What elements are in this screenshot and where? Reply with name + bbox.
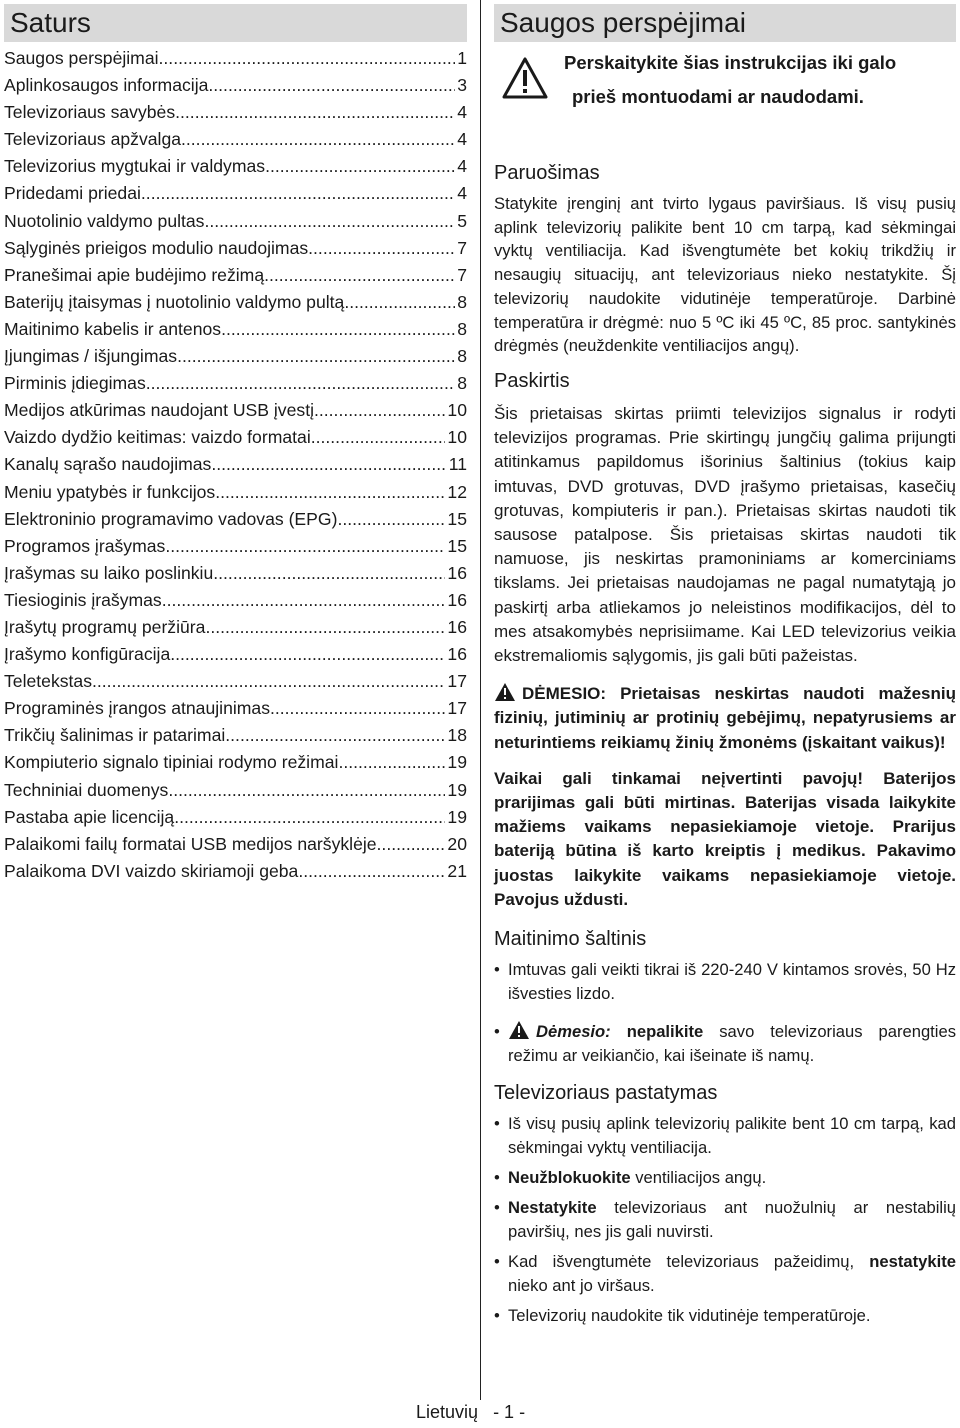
toc-entry-page: 16	[447, 589, 467, 610]
purpose-heading: Paskirtis	[494, 369, 570, 392]
toc-entry-title: Tiesioginis įrašymas	[4, 589, 162, 610]
toc-entry-title: Medijos atkūrimas naudojant USB įvestį	[4, 400, 314, 421]
toc-entry-title: Pirminis įdiegimas	[4, 373, 146, 394]
toc-leader-dots	[162, 587, 446, 614]
caution-text: DĖMESIO: Prietaisas neskirtas naudoti mažesnių fizinių, jutiminių ar protinių gebėjimų, nepatyrusiems ar neturintiems reikiamų žinių žmonėms (įskaitant vaikus)!	[494, 684, 956, 752]
toc-entry-title: Nuotolinio valdymo pultas	[4, 210, 205, 231]
warning-triangle-icon	[502, 56, 548, 100]
toc-entry[interactable]	[4, 180, 467, 207]
toc-entry[interactable]	[4, 804, 467, 831]
toc-entry-title: Pranešimai apie budėjimo režimą	[4, 264, 265, 285]
power-bullet-1-text: Imtuvas gali veikti tikrai iš 220-240 V kintamos srovės, 50 Hz išvesties lizdo.	[508, 959, 956, 1003]
toc-leader-dots	[314, 397, 445, 424]
toc-entry-title: Įjungimas / išjungimas	[4, 346, 178, 367]
toc-entry-page: 16	[447, 562, 467, 583]
warning-text-line2: prieš montuodami ar naudodami.	[572, 86, 864, 107]
toc-entry[interactable]	[4, 641, 467, 668]
placement-bullet-3	[494, 1196, 956, 1244]
toc-leader-dots	[221, 316, 455, 343]
toc-leader-dots	[141, 180, 455, 207]
toc-entry-page: 15	[447, 508, 467, 529]
toc-entry[interactable]	[4, 262, 467, 289]
placement-bullet-4-text: nieko ant jo viršaus.	[508, 1275, 655, 1295]
toc-entry-title: Teletekstas	[4, 671, 93, 692]
toc-entry-page: 20	[447, 833, 467, 854]
toc-entry[interactable]	[4, 424, 467, 451]
toc-entry[interactable]	[4, 45, 467, 72]
toc-entry-title: Trikčių šalinimas ir patarimai	[4, 725, 226, 746]
toc-entry[interactable]	[4, 722, 467, 749]
toc-entry-page: 21	[447, 860, 467, 881]
toc-entry-page: 3	[457, 75, 467, 96]
toc-entry[interactable]	[4, 126, 467, 153]
toc-entry-title: Aplinkosaugos informacija	[4, 75, 209, 96]
toc-entry-page: 16	[447, 616, 467, 637]
warning-text-line1: Perskaitykite šias instrukcijas iki galo	[564, 52, 897, 73]
placement-bullet-2-bold: Neužblokuokite	[508, 1167, 631, 1187]
toc-leader-dots	[338, 749, 445, 776]
toc-entry-page: 4	[457, 129, 467, 150]
toc-entry[interactable]	[4, 587, 467, 614]
placement-bullet-1-text: Iš visų pusių aplink televizorių palikite bent 10 cm tarpą, kad sėkmingai vyktų ventiliacija.	[508, 1113, 956, 1157]
toc-leader-dots	[165, 533, 445, 560]
placement-bullet-3-text: televizoriaus ant nuožulnių ar nestabilių paviršių, nes jis gali nuvirsti.	[508, 1197, 956, 1241]
toc-list	[4, 45, 467, 885]
toc-entry[interactable]	[4, 560, 467, 587]
toc-entry-title: Įrašymas su laiko poslinkiu	[4, 562, 214, 583]
toc-entry-title: Palaikomi failų formatai USB medijos naršyklėje	[4, 833, 377, 854]
toc-leader-dots	[159, 45, 456, 72]
toc-entry-page: 4	[457, 156, 467, 177]
toc-heading: Saturs	[4, 4, 467, 42]
toc-leader-dots	[265, 153, 455, 180]
toc-leader-dots	[211, 451, 446, 478]
caution-paragraph	[494, 682, 956, 755]
toc-entry[interactable]	[4, 235, 467, 262]
power-bullet-1	[494, 958, 956, 1006]
toc-entry-title: Programos įrašymas	[4, 535, 166, 556]
placement-bullet-4-pre: Kad išvengtumėte televizoriaus pažeidimų,	[508, 1251, 855, 1271]
toc-entry-title: Sąlyginės prieigos modulio naudojimas	[4, 237, 309, 258]
toc-leader-dots	[205, 614, 445, 641]
toc-entry[interactable]	[4, 72, 467, 99]
toc-entry[interactable]	[4, 289, 467, 316]
toc-entry-page: 10	[447, 400, 467, 421]
toc-entry-title: Baterijų įtaisymas į nuotolinio valdymo pultą	[4, 291, 345, 312]
toc-entry[interactable]	[4, 479, 467, 506]
toc-leader-dots	[177, 343, 455, 370]
power-bullet-2-bold: nepalikite	[626, 1021, 704, 1041]
power-source-heading: Maitinimo šaltinis	[494, 927, 647, 950]
toc-leader-dots	[181, 126, 455, 153]
toc-entry-title: Palaikoma DVI vaizdo skiriamoji geba	[4, 860, 299, 881]
column-divider	[480, 0, 481, 1400]
toc-leader-dots	[208, 72, 455, 99]
toc-leader-dots	[344, 289, 455, 316]
toc-leader-dots	[204, 208, 455, 235]
toc-entry-page: 10	[447, 427, 467, 448]
toc-entry-page: 19	[447, 779, 467, 800]
preparation-heading: Paruošimas	[494, 162, 600, 184]
toc-leader-dots	[270, 695, 445, 722]
toc-entry-title: Programinės įrangos atnaujinimas	[4, 698, 270, 719]
toc-entry-page: 8	[457, 346, 467, 367]
toc-entry-title: Kanalų sąrašo naudojimas	[4, 454, 212, 475]
toc-entry-title: Kompiuterio signalo tipiniai rodymo režimai	[4, 752, 339, 773]
toc-leader-dots	[308, 235, 455, 262]
toc-leader-dots	[264, 262, 455, 289]
toc-leader-dots	[174, 804, 445, 831]
placement-bullet-3-bold: Nestatykite	[508, 1197, 597, 1217]
toc-entry-title: Meniu ypatybės ir funkcijos	[4, 481, 216, 502]
power-bullet-2-label: Dėmesio:	[536, 1021, 611, 1041]
toc-leader-dots	[92, 668, 445, 695]
toc-entry-title: Televizorius mygtukai ir valdymas	[4, 156, 266, 177]
toc-leader-dots	[377, 831, 446, 858]
toc-entry[interactable]	[4, 506, 467, 533]
toc-entry-page: 1	[457, 48, 467, 68]
toc-column	[4, 4, 467, 885]
toc-entry[interactable]	[4, 614, 467, 641]
toc-entry-page: 8	[457, 318, 467, 339]
toc-entry-title: Įrašymo konfigūracija	[4, 644, 171, 665]
toc-entry-page: 15	[447, 535, 467, 556]
toc-leader-dots	[170, 641, 445, 668]
toc-entry-page: 19	[447, 752, 467, 773]
warning-triangle-icon	[508, 1020, 530, 1040]
toc-entry-page: 12	[447, 481, 467, 502]
toc-entry[interactable]	[4, 451, 467, 478]
power-bullet-2	[494, 1020, 956, 1068]
children-warning-text: Vaikai gali tinkamai neįvertinti pavojų! Baterijos prarijimas gali būti mirtinas. Baterijas visada laikykite mažiems vaikams nepasiekiamoje vietoje. Prarijus bateriją būtina iš karto kreiptis į medikus. Pakavimo juostas laikykite vaikams nepasiekiamoje vietoje. Pavojus uždusti.	[494, 768, 956, 909]
toc-entry-title: Pastaba apie licenciją	[4, 806, 175, 827]
preparation-text: Statykite įrenginį ant tvirto lygaus paviršiaus. Iš visų pusių aplink televizorių palikite bent 10 cm tarpą, kad sėkmingai vyktų ventiliacija. Kad išvengtumėte bet kokių trikdžių ir nesaugių situacijų, ant televizoriaus nieko nestatykite. Šį televizorių naudokite vidutinėje temperatūroje. Darbinė temperatūra ir drėgmė: nuo 5 ºC iki 45 ºC, 85 proc. santykinės drėgmės (neuždenkite ventiliacijos angų).	[494, 194, 956, 356]
placement-bullet-2-text: ventiliacijos angų.	[635, 1167, 767, 1187]
toc-entry-title: Televizoriaus savybės	[4, 102, 176, 123]
toc-entry[interactable]	[4, 370, 467, 397]
toc-leader-dots	[168, 777, 445, 804]
toc-entry-page: 16	[447, 644, 467, 665]
toc-entry[interactable]	[4, 831, 467, 858]
toc-entry-title: Maitinimo kabelis ir antenos	[4, 318, 222, 339]
toc-entry-page: 17	[447, 698, 467, 719]
toc-entry-title: Pridedami priedai	[4, 183, 141, 204]
toc-entry[interactable]	[4, 533, 467, 560]
toc-entry-title: Įrašytų programų peržiūra	[4, 616, 206, 637]
page-footer	[416, 1402, 525, 1423]
toc-leader-dots	[311, 424, 446, 451]
toc-leader-dots	[298, 858, 445, 885]
toc-leader-dots	[337, 506, 445, 533]
purpose-text: Šis prietaisas skirtas priimti televizijos signalus ir rodyti televizijos programas. Prie skirtingų jungčių galima prijungti atitinkamus papildomus išorinius šaltinius (tokius kaip imtuvas, DVD grotuvas, DVD įrašymo prietaisas, kasečių grotuvas, kompiuteris ir pan.). Prietaisas skirtas naudoti tik sausose patalpose. Šis prietaisas skirtas naudoti tik namuose, jis neskirtas pramoniniams ar komerciniams tikslams. Jei prietaisas naudojamas ne pagal numatytąją jo paskirtį arba atliekamos jo neleistinos modifikacijos, dėl to mes atsakomybės neprisiimame. Kai LED televizorius veikia ekstremaliomis sąlygomis, jis gali būti pažeistas.	[494, 403, 956, 665]
placement-bullet-5	[494, 1304, 956, 1328]
toc-entry-page: 18	[447, 725, 467, 746]
toc-entry-title: Techniniai duomenys	[4, 779, 169, 800]
toc-entry-page: 19	[447, 806, 467, 827]
toc-entry[interactable]	[4, 397, 467, 424]
toc-entry[interactable]	[4, 343, 467, 370]
toc-entry-title: Elektroninio programavimo vadovas (EPG)	[4, 508, 338, 529]
toc-entry-title: Saugos perspėjimai	[4, 48, 159, 68]
safety-heading: Saugos perspėjimai	[494, 4, 956, 42]
read-instructions-warning	[494, 48, 956, 126]
toc-entry-title: Televizoriaus apžvalga	[4, 129, 182, 150]
toc-entry-page: 17	[447, 671, 467, 692]
toc-entry[interactable]	[4, 316, 467, 343]
toc-entry-page: 4	[457, 102, 467, 123]
toc-entry-page: 8	[457, 373, 467, 394]
toc-entry-page: 5	[457, 210, 467, 231]
toc-entry[interactable]	[4, 208, 467, 235]
toc-entry[interactable]	[4, 777, 467, 804]
toc-entry[interactable]	[4, 858, 467, 885]
toc-leader-dots	[146, 370, 455, 397]
footer-page-number: - 1 -	[493, 1402, 526, 1422]
toc-leader-dots	[175, 99, 455, 126]
placement-bullet-4-bold: nestatykite	[869, 1251, 956, 1271]
toc-entry-page: 8	[457, 291, 467, 312]
toc-entry-page: 11	[448, 454, 467, 475]
toc-entry-page: 7	[457, 237, 467, 258]
toc-entry[interactable]	[4, 749, 467, 776]
toc-leader-dots	[215, 479, 445, 506]
toc-entry[interactable]	[4, 99, 467, 126]
placement-bullet-2	[494, 1166, 956, 1190]
safety-column	[494, 4, 956, 1328]
placement-bullet-5-text: Televizorių naudokite tik vidutinėje temperatūroje.	[508, 1305, 871, 1325]
toc-entry-title: Vaizdo dydžio keitimas: vaizdo formatai	[4, 427, 311, 448]
toc-leader-dots	[225, 722, 445, 749]
placement-heading: Televizoriaus pastatymas	[494, 1081, 718, 1104]
toc-entry[interactable]	[4, 153, 467, 180]
toc-entry[interactable]	[4, 695, 467, 722]
toc-entry-page: 4	[457, 183, 467, 204]
power-bullet-2-text: savo televizoriaus parengties režimu ar veikiančio, kai išeinate iš namų.	[508, 1021, 956, 1065]
footer-language: Lietuvių	[416, 1402, 479, 1422]
warning-triangle-icon	[494, 682, 516, 702]
placement-bullet-1	[494, 1112, 956, 1160]
toc-entry[interactable]	[4, 668, 467, 695]
placement-bullet-4	[494, 1250, 956, 1298]
toc-entry-page: 7	[457, 264, 467, 285]
toc-leader-dots	[213, 560, 445, 587]
